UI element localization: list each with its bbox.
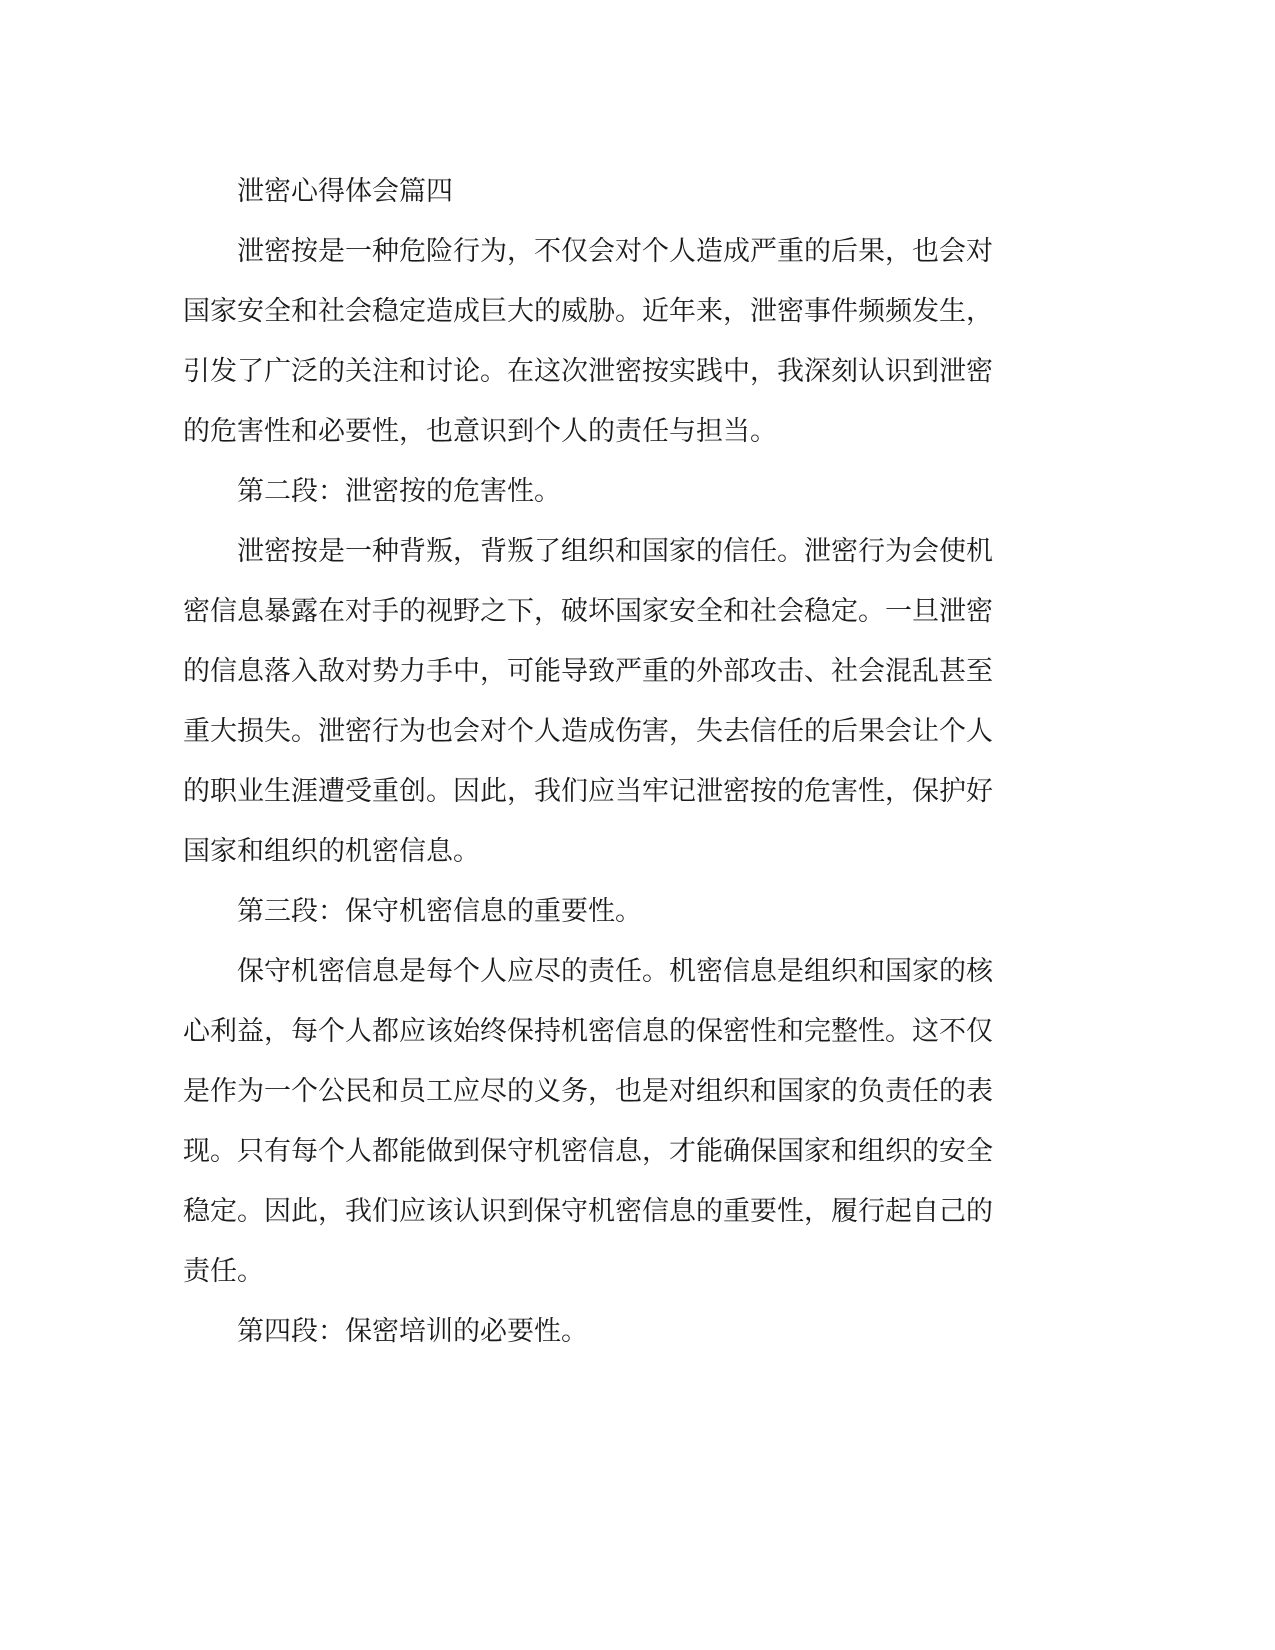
text-line: 国家安全和社会稳定造成巨大的威胁。近年来，泄密事件频频发生，	[183, 296, 993, 327]
text-line: 重大损失。泄密行为也会对个人造成伤害，失去信任的后果会让个人	[183, 716, 993, 747]
text-line: 心利益，每个人都应该始终保持机密信息的保密性和完整性。这不仅	[183, 1016, 993, 1047]
section-heading: 第二段：泄密按的危害性。	[237, 476, 561, 507]
section-heading: 第四段：保密培训的必要性。	[237, 1316, 588, 1347]
text-line: 保守机密信息是每个人应尽的责任。机密信息是组织和国家的核	[237, 956, 993, 987]
text-line: 是作为一个公民和员工应尽的义务，也是对组织和国家的负责任的表	[183, 1076, 993, 1107]
section-heading-3	[183, 882, 1043, 942]
text-line: 的信息落入敌对势力手中，可能导致严重的外部攻击、社会混乱甚至	[183, 656, 993, 687]
text-line: 泄密按是一种背叛，背叛了组织和国家的信任。泄密行为会使机	[237, 536, 993, 567]
text-line: 稳定。因此，我们应该认识到保守机密信息的重要性，履行起自己的	[183, 1196, 993, 1227]
section-heading-2	[183, 462, 1043, 522]
text-line: 责任。	[183, 1256, 264, 1287]
text-line: 的职业生涯遭受重创。因此，我们应当牢记泄密按的危害性，保护好	[183, 776, 993, 807]
text-line: 现。只有每个人都能做到保守机密信息，才能确保国家和组织的安全	[183, 1136, 993, 1167]
document-title: 泄密心得体会篇四	[237, 176, 453, 207]
text-line: 密信息暴露在对手的视野之下，破坏国家安全和社会稳定。一旦泄密	[183, 596, 993, 627]
text-line: 引发了广泛的关注和讨论。在这次泄密按实践中，我深刻认识到泄密	[183, 356, 993, 387]
document-body	[183, 162, 1043, 1362]
section-heading: 第三段：保守机密信息的重要性。	[237, 896, 642, 927]
paragraph-importance	[183, 942, 1043, 1302]
paragraph-intro	[183, 222, 1043, 462]
text-line: 泄密按是一种危险行为，不仅会对个人造成严重的后果，也会对	[237, 236, 993, 267]
text-line: 的危害性和必要性，也意识到个人的责任与担当。	[183, 416, 777, 447]
section-heading-4	[183, 1302, 1043, 1362]
paragraph-harm	[183, 522, 1043, 882]
text-line: 国家和组织的机密信息。	[183, 836, 480, 867]
